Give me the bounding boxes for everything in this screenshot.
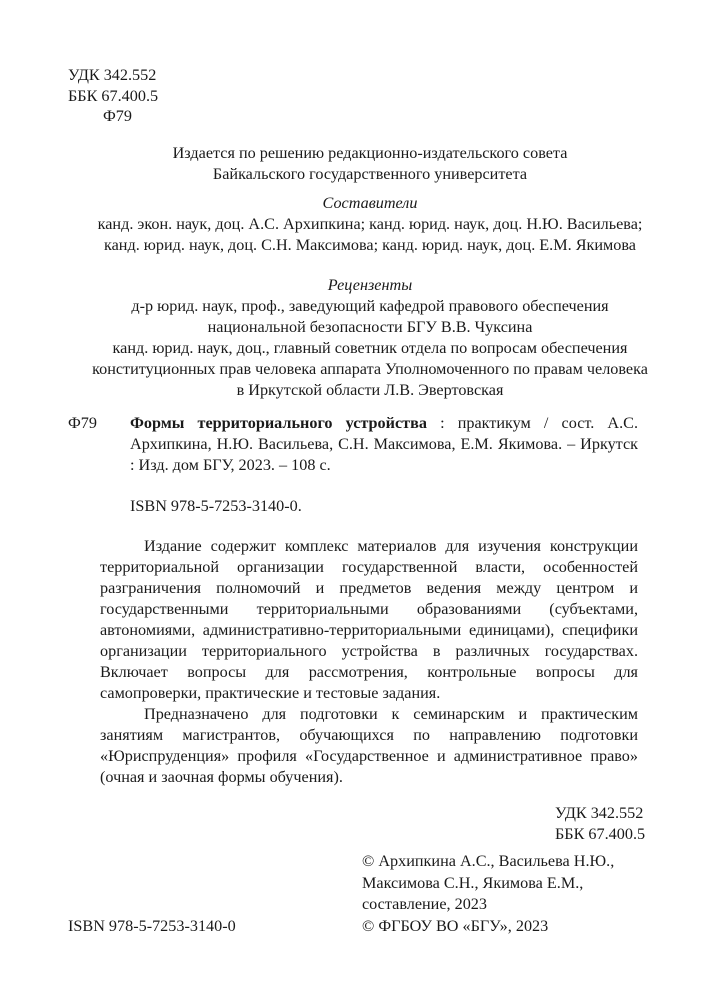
annotation-paragraph: Предназначено для подготовки к семинарским и практическим занятиям магистрантов, обучающихся по направлению подготовки «Юриспруденция» профиля «Государственное и административное право» (очная и заочная формы обучения). bbox=[100, 705, 638, 786]
compilers-heading: Составители bbox=[322, 194, 418, 212]
reviewer-line: в Иркутской области Л.В. Эвертовская bbox=[236, 381, 504, 399]
compilers-block bbox=[80, 193, 660, 256]
compilers-line: канд. юрид. наук, доц. С.Н. Максимова; канд. юрид. наук, доц. Е.М. Якимова bbox=[104, 236, 636, 254]
compilers-line: канд. экон. наук, доц. А.С. Архипкина; канд. юрид. наук, доц. Н.Ю. Васильева; bbox=[97, 215, 643, 233]
classification-codes-top bbox=[68, 65, 158, 127]
reviewers-block bbox=[80, 275, 660, 401]
publisher-note-line: Байкальского государственного университета bbox=[212, 165, 528, 183]
reviewers-heading: Рецензенты bbox=[327, 276, 413, 294]
catalog-entry bbox=[68, 413, 638, 476]
copyright-line: составление, 2023 bbox=[362, 895, 487, 913]
book-title: Формы территориального устройства bbox=[130, 414, 427, 432]
classification-codes-bottom bbox=[555, 803, 645, 845]
copyright-line: Максимова С.Н., Якимова Е.М., bbox=[362, 873, 584, 892]
copyright-line: © Архипкина А.С., Васильева Н.Ю., bbox=[362, 852, 615, 870]
bbk-code: ББК 67.400.5 bbox=[555, 825, 646, 843]
udk-code: УДК 342.552 bbox=[68, 66, 157, 84]
annotation bbox=[100, 536, 638, 788]
isbn-line: ISBN 978-5-7253-3140-0. bbox=[130, 497, 302, 515]
publisher-note bbox=[80, 143, 660, 185]
copyright-block bbox=[362, 851, 652, 937]
reviewer-line: национальной безопасности БГУ В.В. Чуксина bbox=[207, 318, 533, 336]
catalog-details: : практикум / сост. А.С. Архипкина, Н.Ю. Васильева, С.Н. Максимова, Е.М. Якимова. – Иркутск : Изд. дом БГУ, 2023. – 108 с. bbox=[130, 414, 639, 474]
isbn-bottom: ISBN 978-5-7253-3140-0 bbox=[68, 917, 236, 935]
publisher-note-line: Издается по решению редакционно-издательского совета bbox=[172, 144, 568, 162]
reviewer-line: конституционных прав человека аппарата Уполномоченного по правам человека bbox=[92, 360, 648, 378]
catalog-code: Ф79 bbox=[68, 414, 97, 432]
reviewer-line: д-р юрид. наук, проф., заведующий кафедрой правового обеспечения bbox=[131, 297, 609, 315]
udk-code: УДК 342.552 bbox=[555, 804, 644, 822]
bbk-code: ББК 67.400.5 bbox=[68, 86, 159, 105]
copyright-line: © ФГБОУ ВО «БГУ», 2023 bbox=[362, 916, 549, 935]
reviewer-line: канд. юрид. наук, доц., главный советник отдела по вопросам обеспечения bbox=[112, 339, 628, 357]
annotation-paragraph: Издание содержит комплекс материалов для изучения конструкции территориальной организации государственной власти, особенностей разграничения полномочий и предметов ведения между центром и государственными территориальными образованиями (субъектами, автономиями, административно-территориальными единицами), специфики организации территориального устройства в различных государствах. Включает вопросы для рассмотрения, контрольные вопросы для самопроверки, практические и тестовые задания. bbox=[100, 537, 638, 702]
catalog-description bbox=[130, 413, 638, 476]
author-mark: Ф79 bbox=[103, 107, 132, 125]
